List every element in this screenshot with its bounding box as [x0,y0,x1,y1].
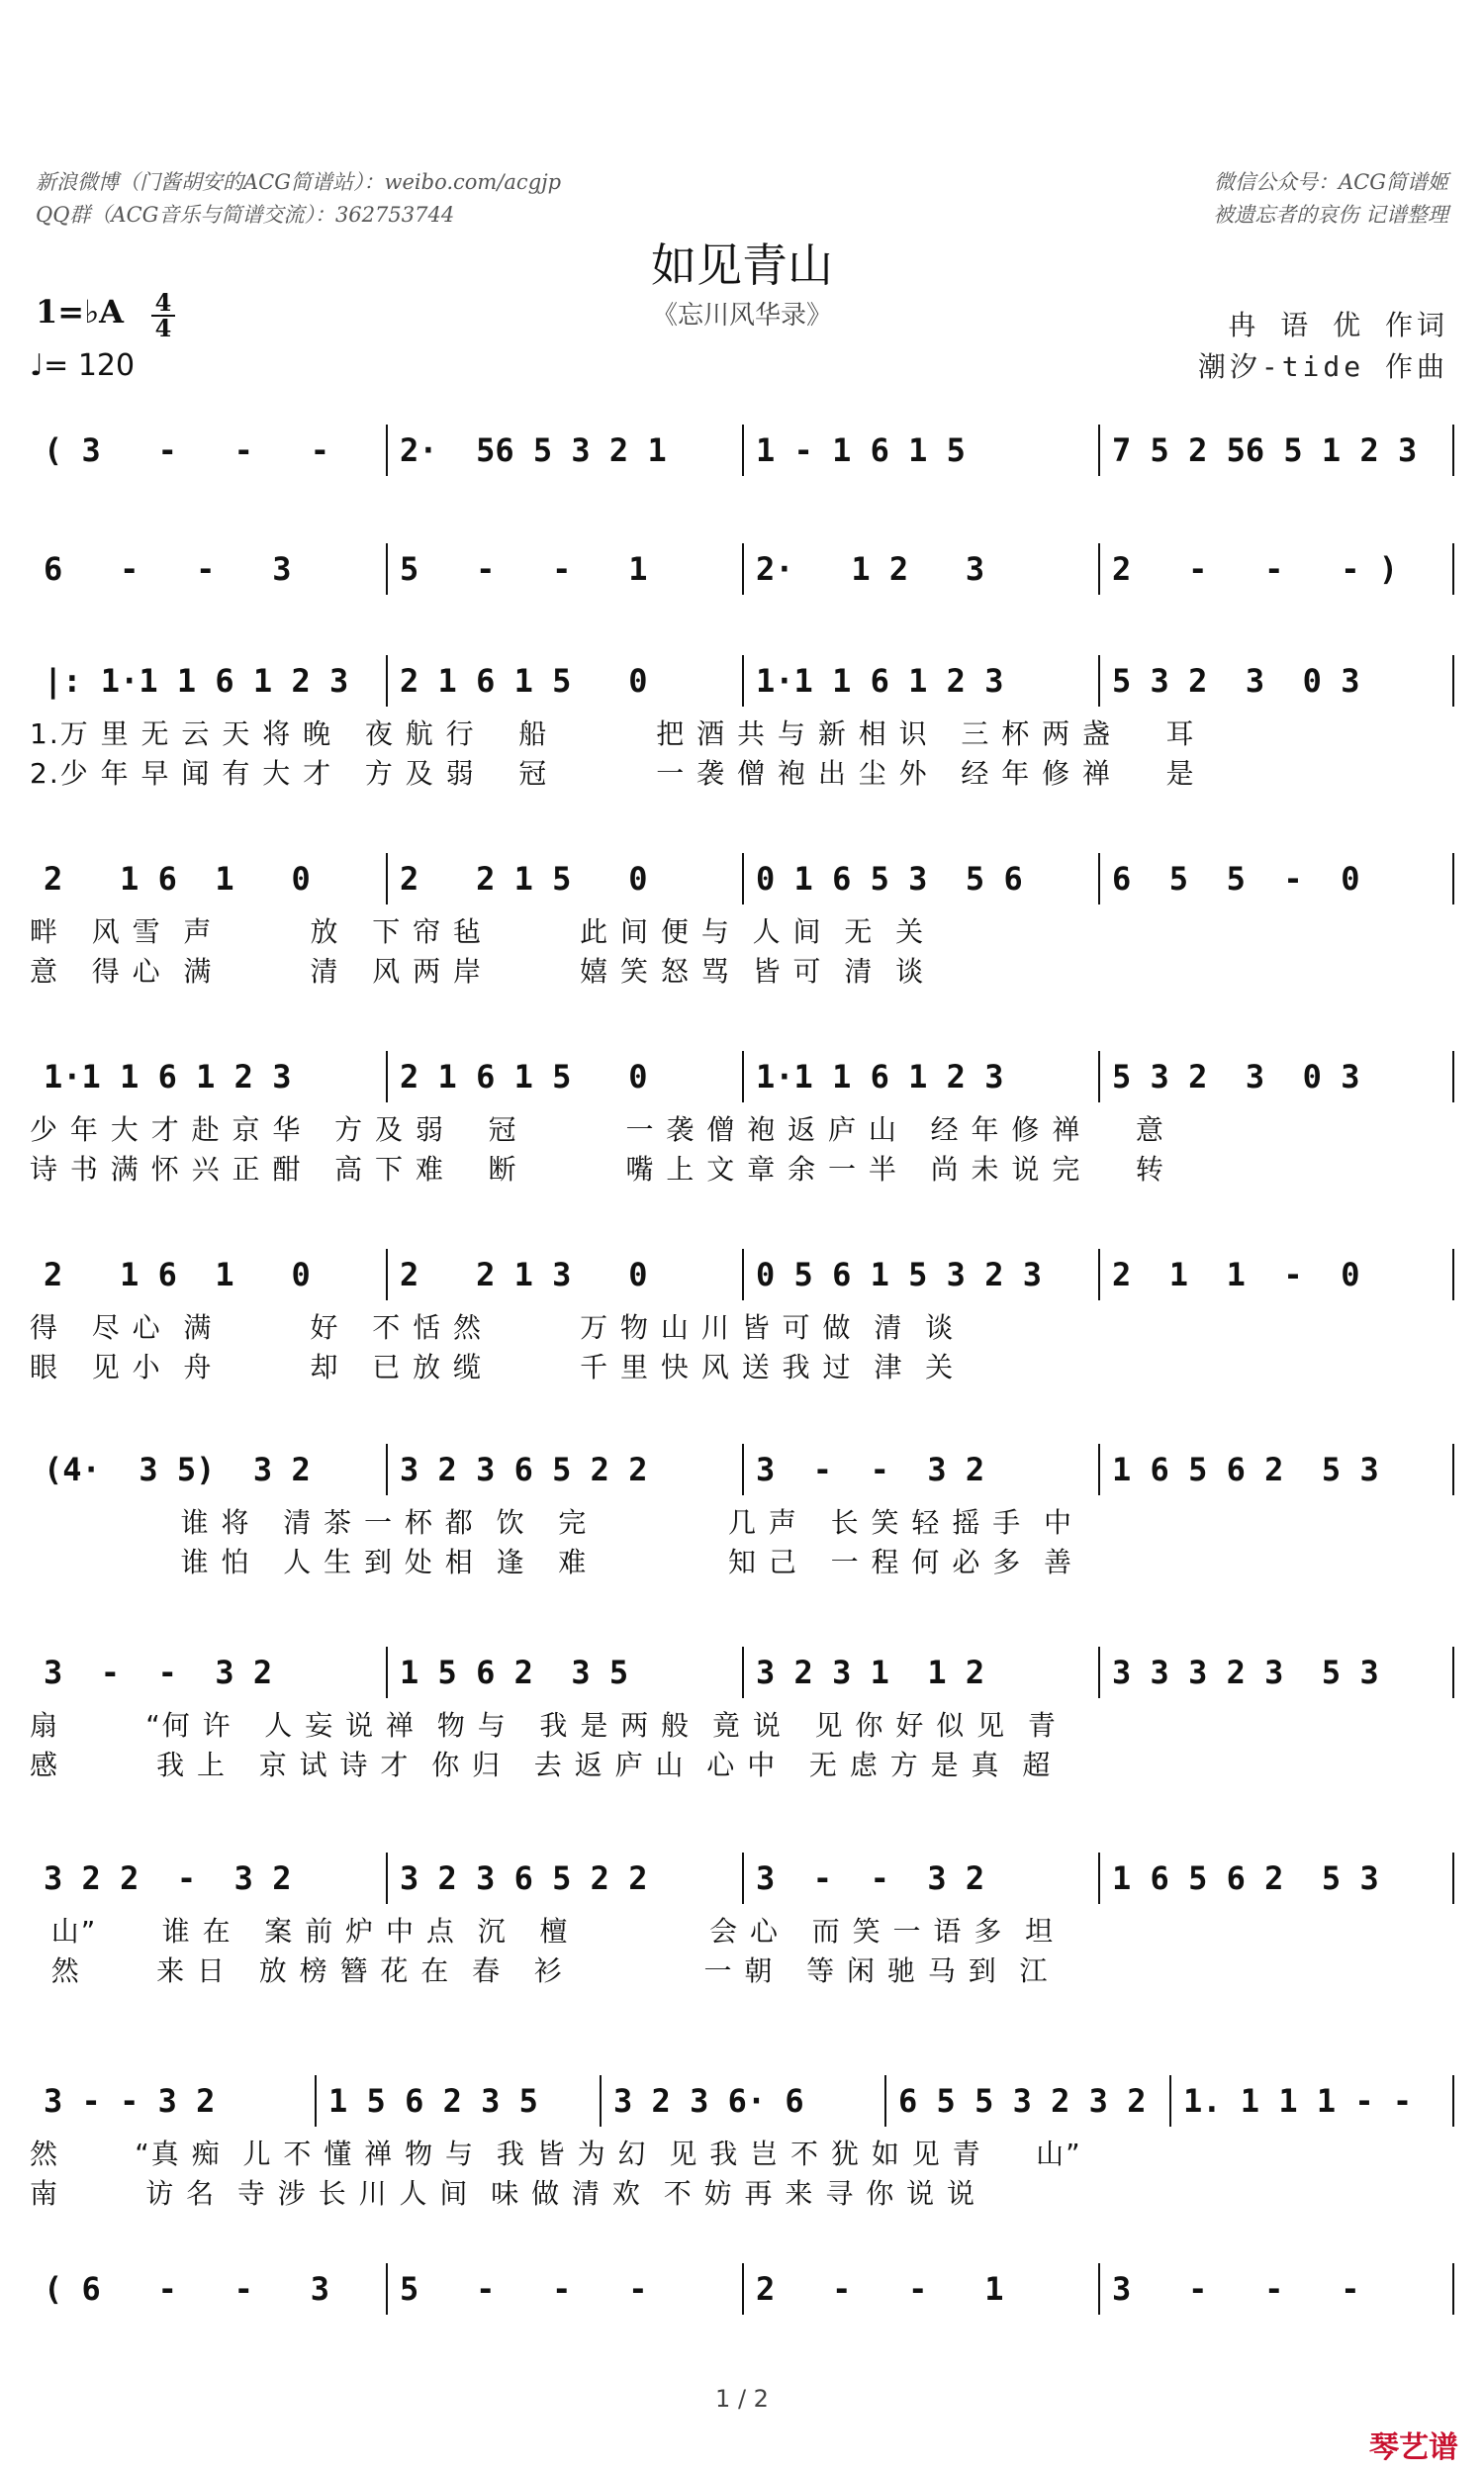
score-system [30,1849,1454,1997]
measure: 1 6 5 6 2 5 3 [1112,1451,1379,1488]
lyrics-verse-2: 眼 见 小 舟 却 已 放 缆 千 里 快 风 送 我 过 津 关 [30,1351,956,1383]
bar-line [1452,1647,1454,1698]
measure: 2 1 1 - 0 [1112,1256,1360,1293]
measure: 3 2 3 6 5 2 2 [400,1859,648,1897]
lyrics-verse-1: 山” 谁 在 案 前 炉 中 点 沉 檀 会 心 而 笑 一 语 多 坦 [30,1915,1056,1948]
bar-line [386,1853,388,1904]
measure: 2 - - - ) [1112,550,1398,588]
measure: 3 - - 3 2 [44,2082,216,2120]
notes-line [30,849,1454,908]
score-system [30,849,1454,998]
bar-line [386,1444,388,1495]
bar-line [884,2075,886,2127]
bar-line [1098,853,1100,904]
measure: 7 5 2 56 5 1 2 3 [1112,431,1418,469]
measure: 5 3 2 3 0 3 [1112,1058,1360,1095]
bar-line [315,2075,317,2127]
lyrics-verse-2: 然 来 日 放 榜 簪 花 在 春 衫 一 朝 等 闲 驰 马 到 江 [30,1954,1050,1987]
notes-line [30,1047,1454,1106]
bar-line [742,1647,744,1698]
measure: 3 2 3 6· 6 [613,2082,804,2120]
bar-line [1098,1249,1100,1300]
bar-line [742,2263,744,2315]
bar-line [742,1444,744,1495]
bar-line [1098,655,1100,707]
bar-line [1098,425,1100,476]
time-sig-bottom: 4 [154,314,172,342]
score-system [30,1440,1454,1588]
measure: ( 6 - - 3 [44,2270,329,2308]
lyrics-verse-1: 扇 “何 许 人 妄 说 禅 物 与 我 是 两 般 竟 说 见 你 好 似 见 青 [30,1709,1058,1742]
wechat-info: 微信公众号：ACG简谱姬 [1213,170,1448,194]
weibo-info: 新浪微博（门酱胡安的ACG简谱站）：weibo.com/acgjp [36,170,562,194]
lyrics-verse-2: 诗 书 满 怀 兴 正 酣 高 下 难 断 嘴 上 文 章 余 一 半 尚 未 说 完 转 [30,1153,1165,1186]
key-signature: 1=♭A [36,293,124,331]
measure: 2 - - 1 [756,2270,1004,2308]
measure: 5 3 2 3 0 3 [1112,662,1360,700]
bar-line [742,1051,744,1102]
measure: 5 - - - [400,2270,648,2308]
bar-line [1452,425,1454,476]
measure: |: 1·1 1 6 1 2 3 [44,662,349,700]
bar-line [1098,2263,1100,2315]
measure: 3 2 3 6 5 2 2 [400,1451,648,1488]
bar-line [386,2263,388,2315]
measure: 3 2 2 - 3 2 [44,1859,292,1897]
measure: 3 3 3 2 3 5 3 [1112,1654,1379,1691]
bar-line [386,853,388,904]
bar-line [1452,543,1454,595]
transcriber-info: 被遗忘者的哀伤 记谱整理 [1213,203,1448,227]
measure: 1·1 1 6 1 2 3 [44,1058,292,1095]
lyrics-verse-2: 感 我 上 京 试 诗 才 你 归 去 返 庐 山 心 中 无 虑 方 是 真 超 [30,1749,1053,1781]
measure: 3 - - 3 2 [756,1451,985,1488]
bar-line [742,655,744,707]
score-system [30,2071,1454,2220]
lyrics-verse-1: 然 “真 痴 儿 不 懂 禅 物 与 我 皆 为 幻 见 我 岂 不 犹 如 见 青 山” [30,2138,1082,2170]
brand-logo: 琴艺谱 [1369,2430,1458,2465]
time-signature [148,288,178,342]
bar-line [386,1051,388,1102]
measure: 3 - - 3 2 [756,1859,985,1897]
measure: 1 5 6 2 3 5 [400,1654,629,1691]
song-subtitle: 《忘川风华录》 [651,301,832,331]
lyrics-verse-1: 谁 将 清 茶 一 杯 都 饮 完 几 声 长 笑 轻 摇 手 中 [30,1506,1074,1539]
measure: 5 - - 1 [400,550,648,588]
notes-line [30,539,1454,599]
lyrics-verse-2: 谁 怕 人 生 到 处 相 逢 难 知 己 一 程 何 必 多 善 [30,1546,1074,1578]
bar-line [386,425,388,476]
lyricist-credit: 冉 语 优 作词 [1228,309,1448,341]
notes-line [30,1440,1454,1499]
bar-line [1098,1647,1100,1698]
measure: 1 5 6 2 3 5 [328,2082,538,2120]
lyrics-verse-1: 1.万 里 无 云 天 将 晚 夜 航 行 船 把 酒 共 与 新 相 识 三 杯 两 盏 耳 [30,717,1196,750]
page-number: 1 / 2 [715,2385,769,2413]
notes-line [30,1245,1454,1304]
lyrics-verse-1: 得 尽 心 满 好 不 恬 然 万 物 山 川 皆 可 做 清 谈 [30,1311,956,1344]
measure: 2 2 1 5 0 [400,860,648,898]
song-title: 如见青山 [651,238,833,292]
score-system [30,1047,1454,1195]
credits [1198,305,1448,388]
bar-line [1452,853,1454,904]
bar-line [742,1853,744,1904]
header-right [1213,166,1448,232]
lyrics-verse-1: 畔 风 雪 声 放 下 帘 毡 此 间 便 与 人 间 无 关 [30,915,926,948]
measure: 2 1 6 1 0 [44,860,311,898]
composer-credit: 潮汐-tide 作曲 [1197,350,1448,383]
bar-line [1452,2263,1454,2315]
bar-line [1452,1051,1454,1102]
measure: 2 2 1 3 0 [400,1256,648,1293]
measure: (4· 3 5) 3 2 [44,1451,311,1488]
bar-line [1098,543,1100,595]
bar-line [742,543,744,595]
notes-line [30,421,1454,480]
measure: ( 3 - - - [44,431,329,469]
bar-line [386,655,388,707]
bar-line [386,543,388,595]
measure: 2· 1 2 3 [756,550,985,588]
bar-line [1169,2075,1171,2127]
measure: 3 - - 3 2 [44,1654,273,1691]
bar-line [1098,1051,1100,1102]
score-system [30,651,1454,800]
bar-line [742,853,744,904]
measure: 6 5 5 3 2 3 2 [898,2082,1147,2120]
bar-line [1452,1444,1454,1495]
lyrics-verse-2: 意 得 心 满 清 风 两 岸 嬉 笑 怒 骂 皆 可 清 谈 [30,955,926,988]
time-sig-top: 4 [154,288,172,317]
notes-line [30,2259,1454,2319]
lyrics-verse-1: 少 年 大 才 赴 京 华 方 及 弱 冠 一 袭 僧 袍 返 庐 山 经 年 修 禅 意 [30,1113,1165,1146]
measure: 3 2 3 1 1 2 [756,1654,985,1691]
bar-line [386,1249,388,1300]
bar-line [600,2075,602,2127]
measure: 2 1 6 1 5 0 [400,1058,648,1095]
lyrics-verse-2: 2.少 年 早 闻 有 大 才 方 及 弱 冠 一 袭 僧 袍 出 尘 外 经 年 修 禅 是 [30,757,1196,790]
measure: 6 5 5 - 0 [1112,860,1360,898]
bar-line [1452,1249,1454,1300]
bar-line [742,425,744,476]
bar-line [1098,1853,1100,1904]
bar-line [1452,1853,1454,1904]
measure: 0 5 6 1 5 3 2 3 [756,1256,1042,1293]
measure: 6 - - 3 [44,550,292,588]
notes-line [30,1643,1454,1702]
bar-line [1098,1444,1100,1495]
notes-line [30,1849,1454,1908]
score-system [30,1245,1454,1393]
measure: 1. 1 1 1 - - [1183,2082,1413,2120]
measure: 1·1 1 6 1 2 3 [756,662,1004,700]
measure: 3 - - - [1112,2270,1360,2308]
measure: 2 1 6 1 0 [44,1256,311,1293]
measure: 2· 56 5 3 2 1 [400,431,667,469]
bar-line [386,1647,388,1698]
measure: 1 6 5 6 2 5 3 [1112,1859,1379,1897]
measure: 0 1 6 5 3 5 6 [756,860,1023,898]
bar-line [1452,655,1454,707]
qq-group-info: QQ群（ACG音乐与简谱交流）：362753744 [36,203,455,227]
measure: 2 1 6 1 5 0 [400,662,648,700]
notes-line [30,651,1454,711]
measure: 1 - 1 6 1 5 [756,431,966,469]
header-left [36,166,561,232]
score-system [30,1643,1454,1791]
bar-line [1452,2075,1454,2127]
lyrics-verse-2: 南 访 名 寺 涉 长 川 人 间 味 做 清 欢 不 妨 再 来 寻 你 说 说 [30,2177,977,2210]
notes-line [30,2071,1454,2131]
bar-line [742,1249,744,1300]
tempo-marking: ♩= 120 [30,348,136,383]
measure: 1·1 1 6 1 2 3 [756,1058,1004,1095]
